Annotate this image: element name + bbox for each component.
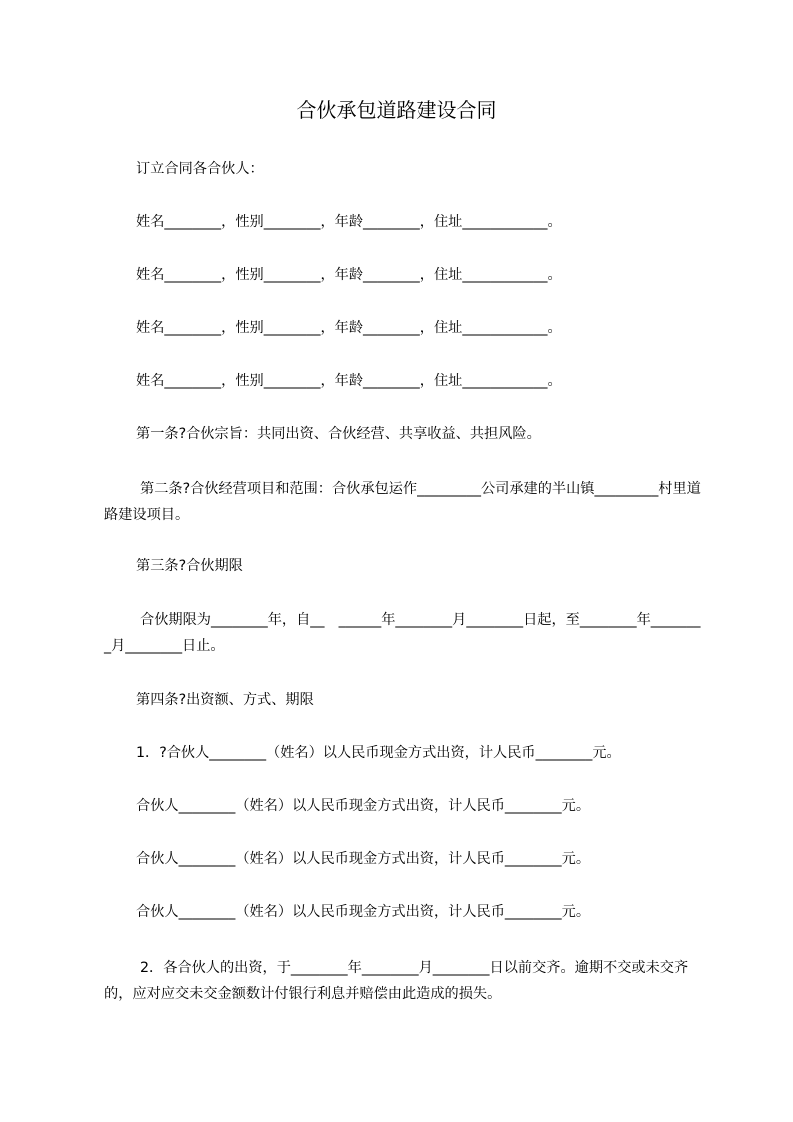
partner-line-1: 姓名________，性别________，年龄________，住址____________。 [136, 214, 562, 230]
article-2: 第二条?合伙经营项目和范围：合伙承包运作_________公司承建的半山镇_________村里道路建设项目。 [104, 481, 701, 523]
intro-line: 订立合同各合伙人： [136, 161, 264, 177]
contribution-line-1: 1．?合伙人________（姓名）以人民币现金方式出资，计人民币________元。 [136, 745, 621, 761]
article-3-heading: 第三条?合伙期限 [136, 558, 243, 574]
article-3-body: 合伙期限为________年，自__ ______年________月________日起，至________年________月________日止。 [104, 612, 701, 654]
partner-line-3: 姓名________，性别________，年龄________，住址____________。 [136, 320, 562, 336]
contribution-line-4: 合伙人________（姓名）以人民币现金方式出资，计人民币________元。 [136, 904, 591, 920]
article-4-heading: 第四条?出资额、方式、期限 [136, 692, 314, 708]
contribution-line-3: 合伙人________（姓名）以人民币现金方式出资，计人民币________元。 [136, 851, 591, 867]
clause-2: 2．各合伙人的出资，于________年________月________日以前交齐。逾期不交或未交齐的，应对应交未交金额数计付银行利息并赔偿由此造成的损失。 [104, 960, 689, 1002]
contribution-line-2: 合伙人________（姓名）以人民币现金方式出资，计人民币________元。 [136, 798, 591, 814]
partner-line-4: 姓名________，性别________，年龄________，住址____________。 [136, 373, 562, 389]
partner-line-2: 姓名________，性别________，年龄________，住址____________。 [136, 267, 562, 283]
document-title: 合伙承包道路建设合同 [296, 98, 497, 122]
article-1: 第一条?合伙宗旨：共同出资、合伙经营、共享收益、共担风险。 [136, 426, 541, 442]
